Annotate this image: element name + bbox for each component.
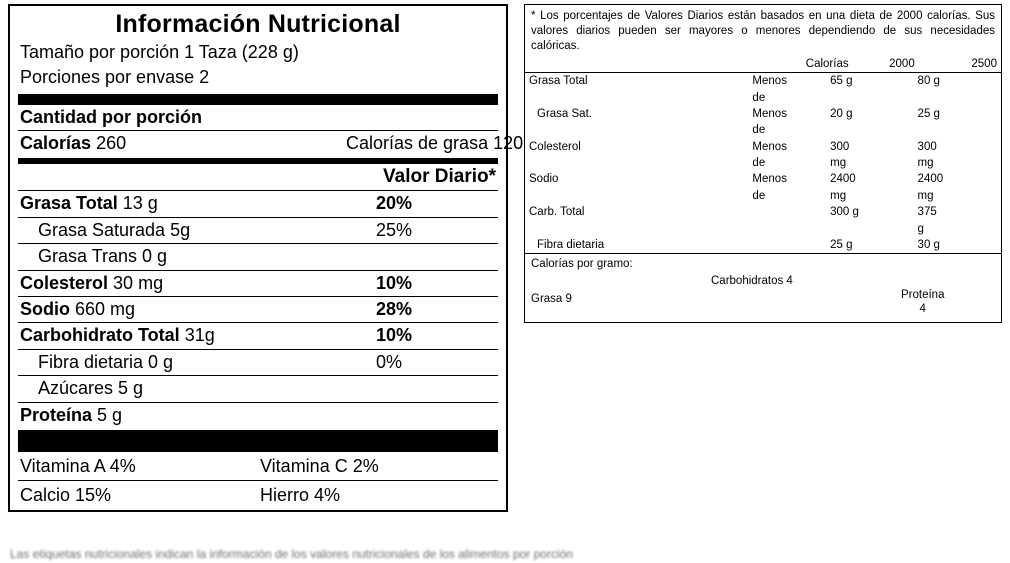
row-2000 (826, 221, 913, 237)
divider-thick-1 (18, 94, 498, 105)
row-less: Menos (752, 140, 787, 153)
table-row (525, 139, 1001, 155)
row-2000: mg (830, 157, 847, 170)
nutrient-row (18, 191, 498, 216)
row-name: Grasa Total (529, 75, 588, 88)
table-row (525, 90, 1001, 106)
divider-block (18, 430, 498, 452)
row-2500 (914, 122, 1001, 138)
protein-per-gram (901, 288, 944, 317)
daily-values-table (525, 56, 1001, 72)
nutrient-label: Grasa Saturada 5g (38, 219, 191, 240)
nutrient-row (18, 218, 498, 243)
table-row (525, 171, 1001, 187)
nutrient-label: Carbohidrato Total (20, 325, 180, 346)
row-name: Grasa Sat. (537, 107, 592, 120)
nutrient-label: Colesterol (20, 272, 109, 293)
row-name: Colesterol (529, 140, 581, 153)
amount-per-serving-label: Cantidad por porción (20, 106, 202, 127)
row-name (525, 188, 748, 204)
daily-values-footnote-panel (524, 4, 1002, 323)
row-less (748, 204, 826, 220)
row-2000: 20 g (830, 107, 853, 120)
daily-value-header: Valor Diario* (383, 166, 496, 188)
nutrient-row (18, 323, 498, 348)
calories-per-gram-block (525, 254, 1001, 321)
row-2500: 2400 (917, 173, 944, 186)
row-2500: 80 g (917, 75, 940, 88)
row-less (748, 237, 826, 253)
row-name (525, 90, 748, 106)
row-less: de (752, 157, 766, 170)
calories-value: 260 (96, 133, 127, 154)
row-2000: 65 g (830, 75, 853, 88)
nutrient-label: Proteína (20, 404, 93, 425)
calories-row (18, 131, 524, 156)
row-name (525, 155, 748, 171)
calories-label: Calorías (20, 133, 92, 154)
row-less (748, 221, 826, 237)
bottom-caption-text: Las etiquetas nutricionales indican la información de los valores nutricionales de los alimentos por porción (10, 547, 573, 561)
table-row (525, 106, 1001, 122)
row-less: Menos (752, 75, 787, 88)
nutrient-dv: 10% (376, 325, 413, 346)
nutrient-label: Azúcares 5 g (38, 378, 144, 399)
nutrition-facts-panel (8, 4, 524, 512)
fat-per-gram: Grasa 9 (531, 292, 572, 305)
row-name (525, 221, 748, 237)
nutrient-dv: 10% (376, 272, 413, 293)
row-less: de (752, 189, 766, 202)
nutrient-amount: 31g (184, 325, 215, 346)
protein-per-gram-value: 4 (919, 303, 926, 316)
header-calories: Calorías (805, 57, 849, 70)
nutrient-label: Grasa Total (20, 193, 118, 214)
nutrient-amount: 5 g (97, 404, 123, 425)
nutrient-amount: 13 g (122, 193, 158, 214)
nutrient-dv: 0% (376, 351, 403, 372)
row-2500: 375 (917, 206, 937, 219)
amount-per-serving-row (18, 105, 498, 130)
row-2000 (826, 122, 913, 138)
row-2000: 300 g (830, 206, 859, 219)
nutrient-row (18, 244, 498, 269)
nutrient-row (18, 297, 498, 322)
vitamin-c-value: Vitamina C 2% (260, 455, 379, 476)
row-2500: 30 g (917, 238, 940, 251)
nutrient-dv: 25% (376, 219, 413, 240)
row-name: Sodio (529, 173, 559, 186)
nutrient-row (18, 403, 498, 428)
row-2500: 25 g (917, 107, 940, 120)
calories-from-fat-group (346, 132, 524, 155)
header-less (730, 56, 802, 72)
nutrient-dv: 28% (376, 298, 413, 319)
table-row (525, 155, 1001, 171)
row-less: Menos (752, 173, 787, 186)
servings-per-container-line: Porciones por envase 2 (20, 66, 210, 87)
table-row (525, 188, 1001, 204)
nutrient-row (18, 350, 498, 375)
vitamin-row (18, 481, 498, 509)
nutrient-amount: 30 mg (113, 272, 164, 293)
header-2500: 2500 (971, 57, 997, 70)
row-less: de (752, 124, 766, 137)
nutrient-label: Fibra dietaria 0 g (38, 351, 174, 372)
calories-from-fat-label: Calorías de grasa (346, 133, 489, 154)
row-less: Menos (752, 107, 787, 120)
daily-values-rows (525, 73, 1001, 253)
carbs-per-gram: Carbohidratos 4 (711, 274, 793, 287)
row-2000: 300 (830, 140, 850, 153)
header-name (525, 56, 730, 72)
footnote-text: * Los porcentajes de Valores Diarios están basados en una dieta de 2000 calorías. Sus valores diarios pueden ser mayores o menores dependiendo de sus necesidades calóricas. (531, 10, 995, 52)
row-2000: 25 g (830, 238, 853, 251)
calories-from-fat-value: 120 (493, 133, 524, 154)
row-2000: mg (830, 189, 847, 202)
row-name (525, 122, 748, 138)
row-2500: mg (917, 189, 934, 202)
row-name: Carb. Total (529, 206, 585, 219)
calcium-value: Calcio 15% (20, 485, 112, 506)
nutrient-dv: 20% (376, 193, 413, 214)
header-2000: 2000 (889, 57, 915, 70)
row-2000: 2400 (830, 173, 856, 186)
iron-value: Hierro 4% (260, 485, 341, 506)
nutrient-row (18, 271, 498, 296)
bottom-caption (0, 546, 1010, 563)
nutrient-amount: 660 mg (75, 298, 136, 319)
table-row (525, 237, 1001, 253)
protein-per-gram-label: Proteína (901, 288, 945, 301)
row-2500: 300 (917, 140, 937, 153)
table-row (525, 221, 1001, 237)
vitamin-row (18, 452, 498, 480)
page-title: Información Nutricional (115, 10, 401, 38)
nutrient-row (18, 376, 498, 401)
table-row (525, 122, 1001, 138)
nutrient-label: Grasa Trans 0 g (38, 246, 168, 267)
calories-per-gram-title: Calorías por gramo: (531, 258, 633, 271)
row-name: Fibra dietaria (537, 238, 605, 251)
row-2500 (914, 90, 1001, 106)
table-row (525, 204, 1001, 220)
serving-size-line: Tamaño por porción 1 Taza (228 g) (20, 41, 299, 62)
table-row (525, 73, 1001, 89)
nutrient-label: Sodio (20, 298, 70, 319)
table-header-row (525, 56, 1001, 72)
row-2500: g (917, 222, 924, 235)
row-2000 (826, 90, 913, 106)
row-2500: mg (917, 157, 934, 170)
vitamin-a-value: Vitamina A 4% (20, 455, 136, 476)
row-less: de (752, 91, 766, 104)
